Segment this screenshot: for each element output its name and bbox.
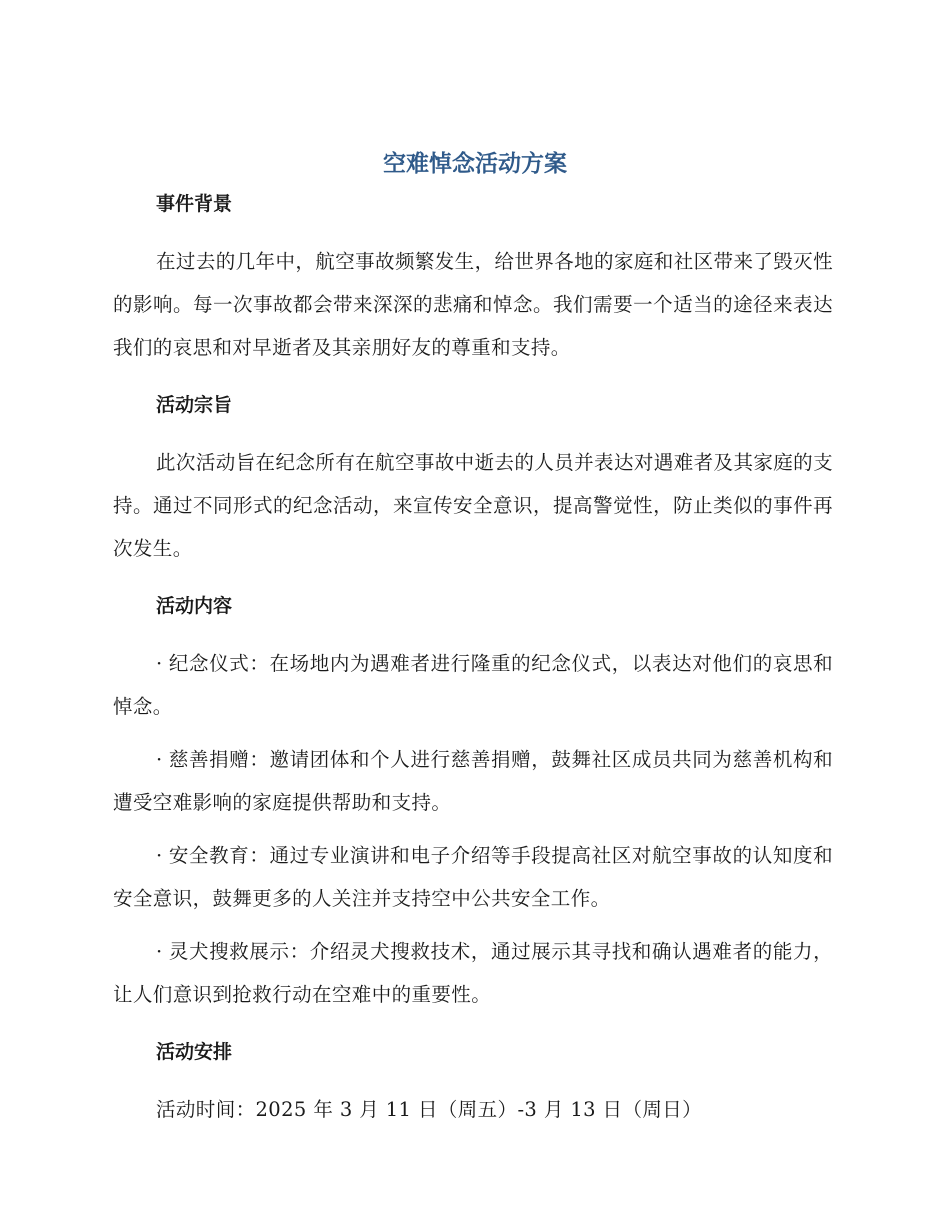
bullet-text: 安全教育：通过专业演讲和电子介绍等手段提高社区对航空事故的认知度和安全意识，鼓舞更多的人关注并支持空中公共安全工作。 bbox=[113, 844, 833, 910]
bullet-text: 纪念仪式：在场地内为遇难者进行隆重的纪念仪式，以表达对他们的哀思和悼念。 bbox=[113, 652, 833, 718]
background-paragraph: 在过去的几年中，航空事故频繁发生，给世界各地的家庭和社区带来了毁灭性的影响。每一次事故都会带来深深的悲痛和悼念。我们需要一个适当的途径来表达我们的哀思和对早逝者及其亲朋好友的尊重和支持。 bbox=[113, 250, 833, 359]
content-bullet-item bbox=[113, 834, 833, 920]
bullet-dot-icon: · bbox=[156, 844, 163, 867]
section-heading-content: 活动内容 bbox=[156, 595, 233, 617]
section-heading-purpose: 活动宗旨 bbox=[156, 394, 233, 416]
content-bullet-item bbox=[113, 738, 833, 824]
bullet-dot-icon: · bbox=[156, 748, 163, 771]
content-bullet-item bbox=[113, 930, 833, 1016]
purpose-paragraph: 此次活动旨在纪念所有在航空事故中逝去的人员并表达对遇难者及其家庭的支持。通过不同形式的纪念活动，来宣传安全意识，提高警觉性，防止类似的事件再次发生。 bbox=[113, 451, 833, 560]
bullet-text: 灵犬搜救展示：介绍灵犬搜救技术，通过展示其寻找和确认遇难者的能力，让人们意识到抢救行动在空难中的重要性。 bbox=[113, 940, 833, 1006]
section-heading-background: 事件背景 bbox=[156, 193, 233, 215]
schedule-time-line: 活动时间：2025 年 3 月 11 日（周五）-3 月 13 日（周日） bbox=[156, 1098, 703, 1121]
section-heading-schedule: 活动安排 bbox=[156, 1041, 233, 1063]
content-bullet-item bbox=[113, 642, 833, 728]
bullet-text: 慈善捐赠：邀请团体和个人进行慈善捐赠，鼓舞社区成员共同为慈善机构和遭受空难影响的家庭提供帮助和支持。 bbox=[113, 748, 833, 814]
document-body bbox=[113, 188, 833, 1141]
bullet-dot-icon: · bbox=[156, 940, 163, 963]
document-title: 空难悼念活动方案 bbox=[383, 151, 567, 177]
bullet-dot-icon: · bbox=[156, 652, 163, 675]
